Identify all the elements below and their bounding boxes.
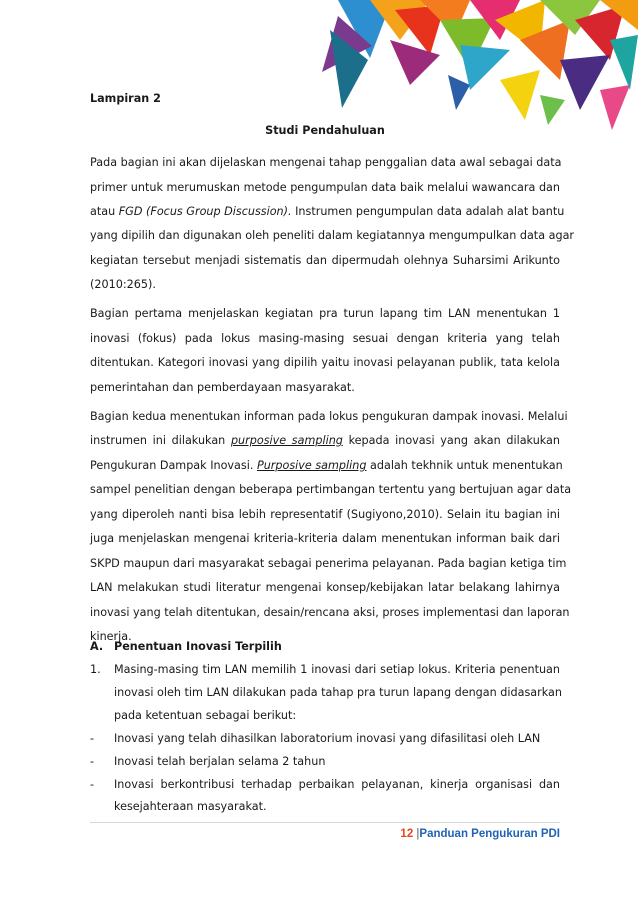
item-1-marker: 1. [90, 663, 101, 676]
paragraph-1-line: kegiatan tersebut menjadi sistematis dan dipermudah olehnya Suharsimi Arikunto [90, 254, 560, 267]
paragraph-3-line: LAN melakukan studi literatur mengenai konsep/kebijakan latar belakang lahirnya [90, 581, 560, 594]
footer-divider [90, 822, 560, 823]
paragraph-2-line: ditentukan. Kategori inovasi yang dipilih yaitu inovasi pelayanan publik, tata kelola [90, 356, 560, 369]
bullet-marker: - [90, 755, 95, 768]
paragraph-1-line: Pada bagian ini akan dijelaskan mengenai tahap penggalian data awal sebagai data [90, 156, 562, 169]
paragraph-3-line: Bagian kedua menentukan informan pada lokus pengukuran dampak inovasi. Melalui [90, 410, 568, 423]
bullet-item: Inovasi telah berjalan selama 2 tahun [114, 755, 326, 768]
paragraph-1-line: yang dipilih dan digunakan oleh peneliti dalam kegiatannya mengumpulkan data agar [90, 229, 575, 242]
page-footer [400, 828, 560, 840]
paragraph-3-line: kinerja. [90, 630, 132, 643]
section-a-heading [90, 640, 560, 653]
section-a-title: Penentuan Inovasi Terpilih [114, 640, 282, 653]
item-1-line: Masing-masing tim LAN memilih 1 inovasi dari setiap lokus. Kriteria penentuan [114, 663, 560, 676]
footer-separator: | [416, 828, 420, 840]
decorative-triangles [0, 0, 638, 135]
paragraph-1-line: (2010:265). [90, 278, 156, 291]
paragraph-3-line: juga menjelaskan mengenai kriteria-kriteria dalam menentukan informan baik dari [90, 532, 560, 545]
paragraph-2-line: Bagian pertama menjelaskan kegiatan pra turun lapang tim LAN menentukan 1 [90, 307, 560, 320]
page-title: Studi Pendahuluan [265, 124, 385, 137]
paragraph-2-line: pemerintahan dan pemberdayaan masyarakat. [90, 381, 355, 394]
bullet-marker: - [90, 732, 95, 745]
text-run: Instrumen pengumpulan data adalah alat bantu [291, 205, 565, 218]
paragraph-3-line: yang diperoleh nanti bisa lebih representatif (Sugiyono,2010). Selain itu bagian ini [90, 508, 560, 521]
paragraph-3-line: SKPD maupun dari masyarakat sebagai penerima pelayanan. Pada bagian ketiga tim [90, 557, 567, 570]
text-run: atau [90, 205, 119, 218]
text-run: instrumen ini dilakukan [90, 434, 231, 447]
section-a-marker: A. [90, 640, 104, 653]
bullet-marker: - [90, 778, 95, 791]
bullet-item: Inovasi berkontribusi terhadap perbaikan pelayanan, kinerja organisasi dan [114, 778, 560, 791]
paragraph-2-line: inovasi (fokus) pada lokus masing-masing sesuai dengan kriteria yang telah [90, 332, 560, 345]
text-run: Pengukuran Dampak Inovasi. [90, 459, 257, 472]
footer-title: Panduan Pengukuran PDI [419, 828, 560, 840]
purposive-sampling-term: purposive sampling [230, 434, 343, 447]
bullet-item: Inovasi yang telah dihasilkan laboratorium inovasi yang difasilitasi oleh LAN [114, 732, 541, 745]
fgd-term: FGD (Focus Group Discussion). [118, 205, 292, 218]
paragraph-3-line [90, 459, 563, 472]
item-1-line: inovasi oleh tim LAN dilakukan pada tahap pra turun lapang dengan didasarkan [114, 686, 562, 699]
appendix-label: Lampiran 2 [90, 92, 161, 105]
paragraph-3-line [90, 434, 560, 447]
paragraph-1-line [90, 205, 565, 218]
purposive-sampling-term: Purposive sampling [256, 459, 367, 472]
page-number: 12 [400, 828, 414, 840]
paragraph-3-line: sampel penelitian dengan beberapa pertimbangan tertentu yang bertujuan agar data [90, 483, 572, 496]
text-run: kepada inovasi yang akan dilakukan [342, 434, 561, 447]
paragraph-3-line: inovasi yang telah ditentukan, desain/rencana aksi, proses implementasi dan laporan [90, 606, 570, 619]
text-run: adalah tekhnik untuk menentukan [366, 459, 563, 472]
paragraph-1-line: primer untuk merumuskan metode pengumpulan data baik melalui wawancara dan [90, 181, 560, 194]
item-1-line: pada ketentuan sebagai berikut: [114, 709, 297, 722]
bullet-item-continuation: kesejahteraan masyarakat. [114, 800, 267, 813]
